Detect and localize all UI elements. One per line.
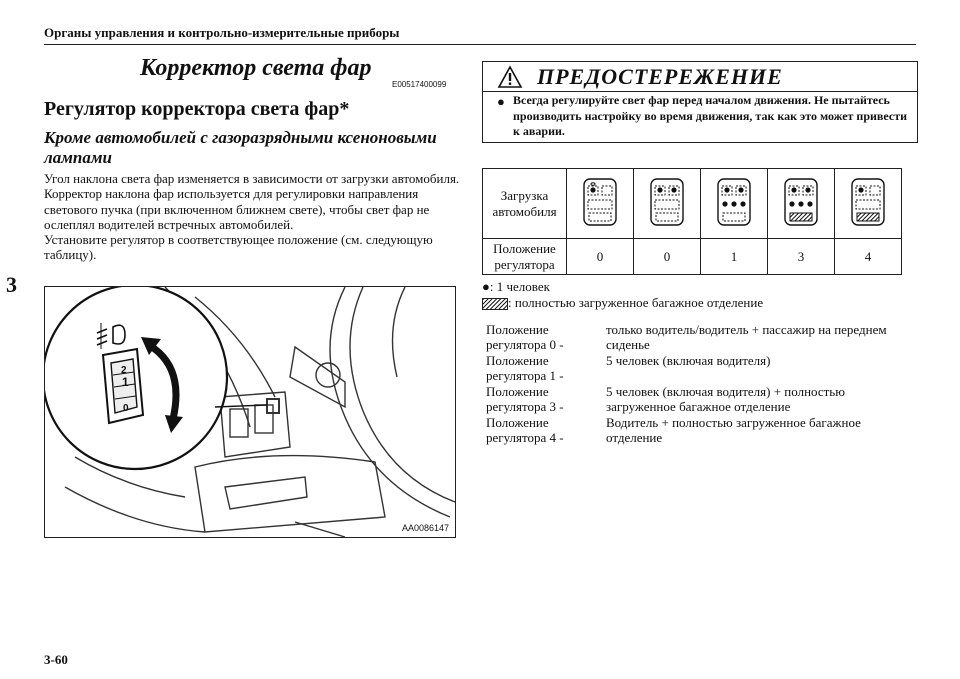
- dashboard-illustration: [44, 286, 456, 538]
- legend-person: [482, 279, 550, 295]
- position-header: Положение регулятора: [483, 239, 567, 275]
- dial-mark-2: 2: [121, 365, 127, 376]
- position-value: 0: [634, 239, 701, 275]
- paragraph: Корректор наклона фар используется для регулировки направления светового пучка (при включенном ближнем свете), чтобы свет фар не ослеплял водителей встречных автомобилей.: [44, 186, 430, 232]
- load-diagram: [701, 169, 768, 239]
- load-diagram: [567, 169, 634, 239]
- dial-mark-1: 1: [122, 375, 129, 389]
- position-label: Положение регулятора 0 -: [486, 322, 564, 352]
- paragraph: Установите регулятор в соответствующее положение (см. следующую таблицу).: [44, 232, 433, 263]
- position-value: 1: [701, 239, 768, 275]
- paragraph: Угол наклона света фар изменяется в зависимости от загрузки автомобиля.: [44, 171, 460, 186]
- warning-title: ПРЕДОСТЕРЕЖЕНИЕ: [537, 64, 783, 89]
- position-value: 0: [567, 239, 634, 275]
- section-header: Органы управления и контрольно-измерительные приборы: [44, 25, 400, 40]
- chapter-tab: 3: [6, 272, 17, 297]
- variant-heading: Кроме автомобилей с газоразрядными ксеноновыми лампами: [44, 128, 437, 167]
- position-label: Положение регулятора 3 -: [486, 384, 564, 414]
- article-code: E00517400099: [392, 80, 447, 89]
- bullet-icon: ●: [497, 94, 505, 109]
- figure-label: AA0086147: [402, 523, 450, 533]
- person-dot-icon: ●: [482, 279, 490, 294]
- position-value: 3: [768, 239, 835, 275]
- load-diagram: [768, 169, 835, 239]
- position-value: 4: [835, 239, 902, 275]
- car-load-driver-icon: [582, 177, 618, 227]
- header-divider: [44, 44, 916, 45]
- car-load-driver-luggage-icon: [850, 177, 886, 227]
- body-text: [44, 171, 464, 263]
- position-desc: Водитель + полностью загруженное багажное отделение: [606, 415, 861, 445]
- car-load-five-luggage-icon: [783, 177, 819, 227]
- page-number: 3-60: [44, 652, 68, 667]
- warning-text: Всегда регулируйте свет фар перед началом движения. Не пытайтесь производить настройку во время движения, так как это может привести к аварии.: [513, 93, 908, 138]
- article-subtitle: Регулятор корректора света фар*: [44, 98, 350, 120]
- load-diagram: [835, 169, 902, 239]
- warning-header: [483, 62, 917, 92]
- load-table: [482, 168, 902, 275]
- car-load-five-icon: [716, 177, 752, 227]
- dial-mark-0: 0: [123, 403, 129, 414]
- warning-box: [482, 61, 918, 143]
- article-title: Корректор света фар: [140, 55, 372, 81]
- luggage-hatch-icon: [482, 298, 508, 310]
- legend-luggage-text: : полностью загруженное багажное отделение: [508, 295, 764, 310]
- position-label: Положение регулятора 1 -: [486, 353, 564, 383]
- legend-person-text: : 1 человек: [489, 279, 550, 294]
- legend-luggage: [482, 295, 763, 311]
- position-label: Положение регулятора 4 -: [486, 415, 564, 445]
- car-load-two-icon: [649, 177, 685, 227]
- warning-triangle-icon: [497, 65, 523, 89]
- position-desc: 5 человек (включая водителя): [606, 353, 771, 368]
- dashboard-drawing: [45, 287, 455, 537]
- position-desc: 5 человек (включая водителя) + полностью загруженное багажное отделение: [606, 384, 845, 414]
- load-diagram: [634, 169, 701, 239]
- load-header: Загрузка автомобиля: [483, 169, 567, 239]
- position-desc: только водитель/водитель + пассажир на переднем сиденье: [606, 322, 887, 352]
